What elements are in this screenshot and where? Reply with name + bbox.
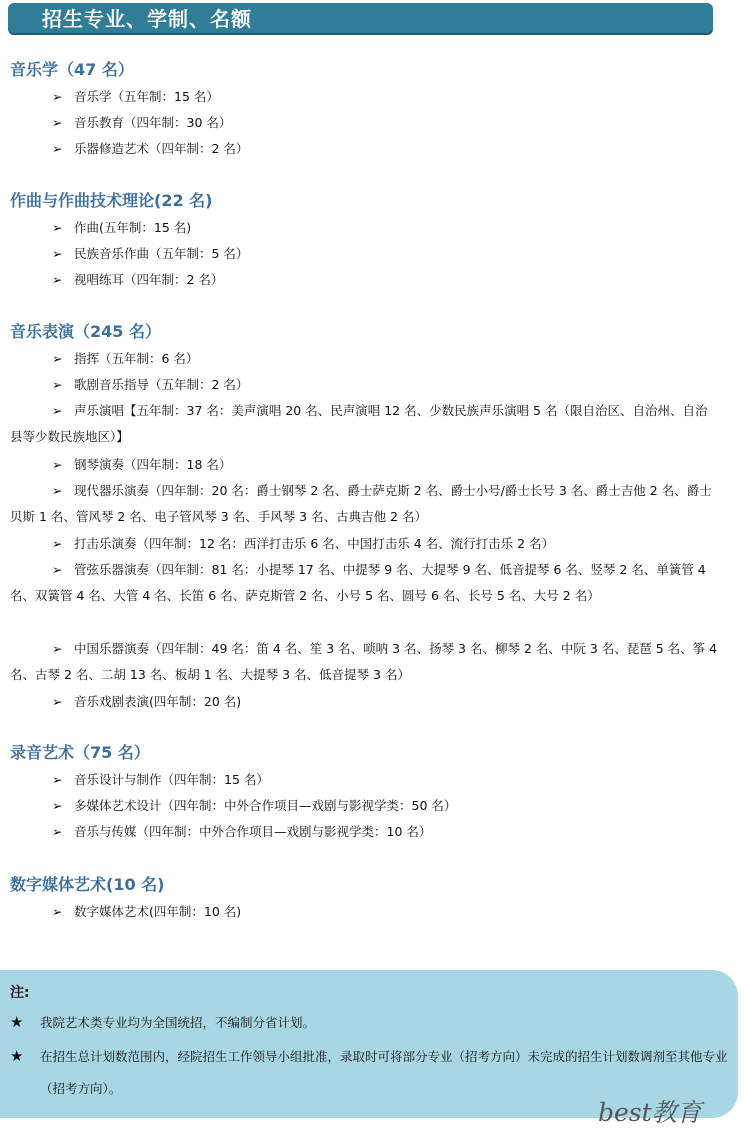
arrow-bullet-icon: ➢ [52, 89, 63, 104]
list-item: ➢ 民族音乐作曲（五年制：5 名） [52, 241, 712, 267]
arrow-bullet-icon: ➢ [52, 694, 63, 709]
list-item: ➢ 音乐戏剧表演(四年制：20 名) [52, 689, 712, 715]
arrow-bullet-icon: ➢ [52, 377, 63, 392]
list-item: ➢ 乐器修造艺术（四年制：2 名） [52, 136, 712, 162]
list-item: ➢ 中国乐器演奏（四年制：49 名：笛 4 名、笙 3 名、唢呐 3 名、扬琴 3 名、柳琴 2 名、中阮 3 名、琵琶 5 名、筝 4 名、古琴 2 名、二胡 13 名、板胡 1 名、大提琴 3 名、低音提琴 3 名） [10, 636, 718, 688]
arrow-bullet-icon: ➢ [52, 246, 63, 261]
star-icon: ★ [10, 1047, 24, 1065]
section-title: 作曲与作曲技术理论(22 名) [10, 191, 213, 210]
arrow-bullet-icon: ➢ [52, 536, 63, 551]
notes-title: 注: [10, 985, 30, 1001]
list-item: ➢ 指挥（五年制：6 名） [52, 346, 712, 372]
list-item: ➢ 音乐教育（四年制：30 名） [52, 110, 712, 136]
watermark-logo: best教育 [598, 1098, 702, 1127]
list-item: ➢ 音乐学（五年制：15 名） [52, 84, 712, 110]
arrow-bullet-icon: ➢ [52, 483, 63, 498]
arrow-bullet-icon: ➢ [52, 141, 63, 156]
page-title: 招生专业、学制、名额 [42, 7, 252, 31]
list-item: ➢ 管弦乐器演奏（四年制：81 名：小提琴 17 名、中提琴 9 名、大提琴 9 名、低音提琴 6 名、竖琴 2 名、单簧管 4 名、双簧管 4 名、大管 4 名、长笛 6 名、萨克斯管 2 名、小号 5 名、圆号 6 名、长号 5 名、大号 2 名） [10, 557, 718, 609]
section-title: 录音艺术（75 名） [10, 743, 150, 762]
list-item: ➢ 数字媒体艺术(四年制：10 名) [52, 899, 712, 925]
arrow-bullet-icon: ➢ [52, 562, 63, 577]
arrow-bullet-icon: ➢ [52, 351, 63, 366]
list-item: ➢ 视唱练耳（四年制：2 名） [52, 267, 712, 293]
list-item: ➢ 作曲(五年制：15 名) [52, 215, 712, 241]
arrow-bullet-icon: ➢ [52, 115, 63, 130]
list-item: ➢ 打击乐演奏（四年制：12 名：西洋打击乐 6 名、中国打击乐 4 名、流行打击乐 2 名） [52, 531, 712, 557]
arrow-bullet-icon: ➢ [52, 272, 63, 287]
arrow-bullet-icon: ➢ [52, 403, 63, 418]
arrow-bullet-icon: ➢ [52, 824, 63, 839]
arrow-bullet-icon: ➢ [52, 220, 63, 235]
arrow-bullet-icon: ➢ [52, 904, 63, 919]
arrow-bullet-icon: ➢ [52, 641, 63, 656]
list-item: ➢ 多媒体艺术设计（四年制：中外合作项目—戏剧与影视学类：50 名） [52, 793, 712, 819]
list-item: ➢ 钢琴演奏（四年制：18 名） [52, 452, 712, 478]
list-item: ➢ 音乐设计与制作（四年制：15 名） [52, 767, 712, 793]
note-item: ★ 我院艺术类专业均为全国统招，不编制分省计划。 [10, 1006, 725, 1039]
header-banner [8, 3, 713, 33]
list-item: ➢ 现代器乐演奏（四年制：20 名：爵士钢琴 2 名、爵士萨克斯 2 名、爵士小号/爵士长号 3 名、爵士吉他 2 名、爵士贝斯 1 名、管风琴 2 名、电子管风琴 3 名、手风琴 3 名、古典吉他 2 名） [10, 478, 718, 530]
section-title: 音乐表演（245 名） [10, 322, 161, 341]
note-item: ★ 在招生总计划数范围内，经院招生工作领导小组批准，录取时可将部分专业（招考方向）未完成的招生计划数调剂至其他专业（招考方向）。 [10, 1040, 730, 1105]
list-item: ➢ 歌剧音乐指导（五年制：2 名） [52, 372, 712, 398]
star-icon: ★ [10, 1013, 24, 1031]
list-item: ➢ 音乐与传媒（四年制：中外合作项目—戏剧与影视学类：10 名） [52, 819, 712, 845]
arrow-bullet-icon: ➢ [52, 772, 63, 787]
arrow-bullet-icon: ➢ [52, 457, 63, 472]
section-title: 音乐学（47 名） [10, 60, 134, 79]
list-item: ➢ 声乐演唱【五年制：37 名：美声演唱 20 名、民声演唱 12 名、少数民族声乐演唱 5 名（限自治区、自治州、自治县等少数民族地区）】 [10, 398, 718, 450]
arrow-bullet-icon: ➢ [52, 798, 63, 813]
section-title: 数字媒体艺术(10 名) [10, 875, 165, 894]
